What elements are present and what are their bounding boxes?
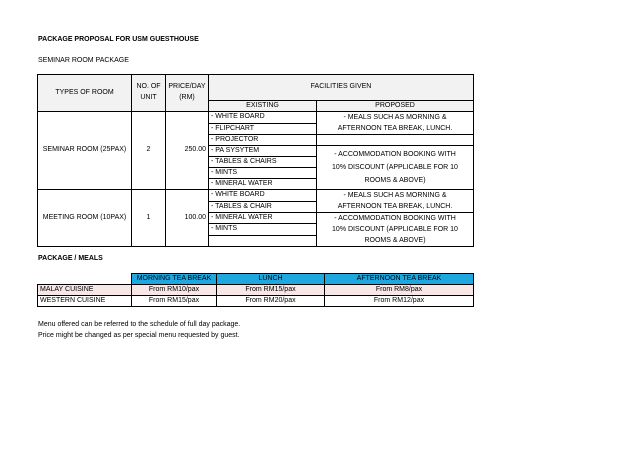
- table-row: [38, 296, 474, 307]
- cuisine-name: WESTERN CUISINE: [38, 296, 132, 307]
- header-no-of-unit-line2: UNIT: [140, 94, 157, 101]
- header-facilities-given: FACILITIES GIVEN: [209, 75, 474, 101]
- meal-price: From RM8/pax: [325, 285, 474, 296]
- proposed-line: AFTERNOON TEA BREAK, LUNCH.: [337, 125, 453, 132]
- note-menu: Menu offered can be referred to the schedule of full day package.: [38, 321, 241, 328]
- room-name: SEMINAR ROOM (25PAX): [38, 112, 132, 190]
- header-price-line1: PRICE/DAY: [168, 83, 206, 91]
- header-proposed: PROPOSED: [317, 101, 474, 112]
- proposed-line: - ACCOMMODATION BOOKING WITH: [334, 151, 456, 158]
- meal-price: From RM15/pax: [132, 296, 217, 307]
- proposed-meals: [317, 190, 474, 213]
- table-row: [38, 285, 474, 296]
- existing-item: - WHITE BOARD: [209, 190, 317, 202]
- proposed-line: 10% DISCOUNT (APPLICABLE FOR 10: [332, 226, 458, 233]
- existing-item: - FLIPCHART: [209, 123, 317, 135]
- header-no-of-unit: [132, 75, 166, 112]
- proposed-line: 10% DISCOUNT (APPLICABLE FOR 10: [332, 164, 458, 171]
- proposed-line: - MEALS SUCH AS MORNING &: [343, 114, 447, 121]
- header-price-per-day: [166, 75, 209, 112]
- meals-header-blank: [38, 274, 132, 285]
- room-units: 1: [132, 190, 166, 247]
- meal-price: From RM20/pax: [217, 296, 325, 307]
- header-types-of-room: TYPES OF ROOM: [38, 75, 132, 112]
- header-price-line2: (RM): [179, 94, 195, 101]
- proposed-meals: [317, 112, 474, 135]
- existing-item: - WHITE BOARD: [209, 112, 317, 124]
- room-price: 250.00: [166, 112, 209, 190]
- room-price: 100.00: [166, 190, 209, 247]
- room-name: MEETING ROOM (10PAX): [38, 190, 132, 247]
- cuisine-name: MALAY CUISINE: [38, 285, 132, 296]
- seminar-package-table: [37, 74, 474, 247]
- proposed-accommodation: [317, 213, 474, 247]
- header-no-of-unit-line1: NO. OF: [136, 83, 161, 91]
- existing-item: - TABLES & CHAIRS: [209, 157, 317, 168]
- page-title: PACKAGE PROPOSAL FOR USM GUESTHOUSE: [38, 36, 199, 43]
- section-title-meals: PACKAGE / MEALS: [38, 255, 103, 262]
- proposed-line: ROOMS & ABOVE): [364, 237, 426, 244]
- meals-table: [37, 273, 474, 307]
- proposed-line: - ACCOMMODATION BOOKING WITH: [334, 215, 456, 222]
- proposed-empty: [317, 135, 474, 146]
- section-title-seminar: SEMINAR ROOM PACKAGE: [38, 57, 129, 64]
- proposed-accommodation: [317, 146, 474, 190]
- meal-price: From RM15/pax: [217, 285, 325, 296]
- meals-header-lunch: LUNCH: [217, 274, 325, 285]
- note-price: Price might be changed as per special menu requested by guest.: [38, 332, 240, 339]
- proposed-line: ROOMS & ABOVE): [364, 177, 426, 184]
- proposed-line: - MEALS SUCH AS MORNING &: [343, 192, 447, 199]
- existing-item: - MINERAL WATER: [209, 179, 317, 190]
- existing-item: - MINTS: [209, 224, 317, 235]
- existing-item: - PA SYSYTEM: [209, 146, 317, 157]
- meal-price: From RM12/pax: [325, 296, 474, 307]
- meal-price: From RM10/pax: [132, 285, 217, 296]
- meals-header-morning: MORNING TEA BREAK: [132, 274, 217, 285]
- room-units: 2: [132, 112, 166, 190]
- meals-header-afternoon: AFTERNOON TEA BREAK: [325, 274, 474, 285]
- header-existing: EXISTING: [209, 101, 317, 112]
- existing-item: - MINERAL WATER: [209, 213, 317, 224]
- existing-item: - MINTS: [209, 168, 317, 179]
- existing-item: - TABLES & CHAIR: [209, 201, 317, 213]
- proposed-line: AFTERNOON TEA BREAK, LUNCH.: [337, 203, 453, 210]
- existing-item: [209, 235, 317, 246]
- existing-item: - PROJECTOR: [209, 135, 317, 146]
